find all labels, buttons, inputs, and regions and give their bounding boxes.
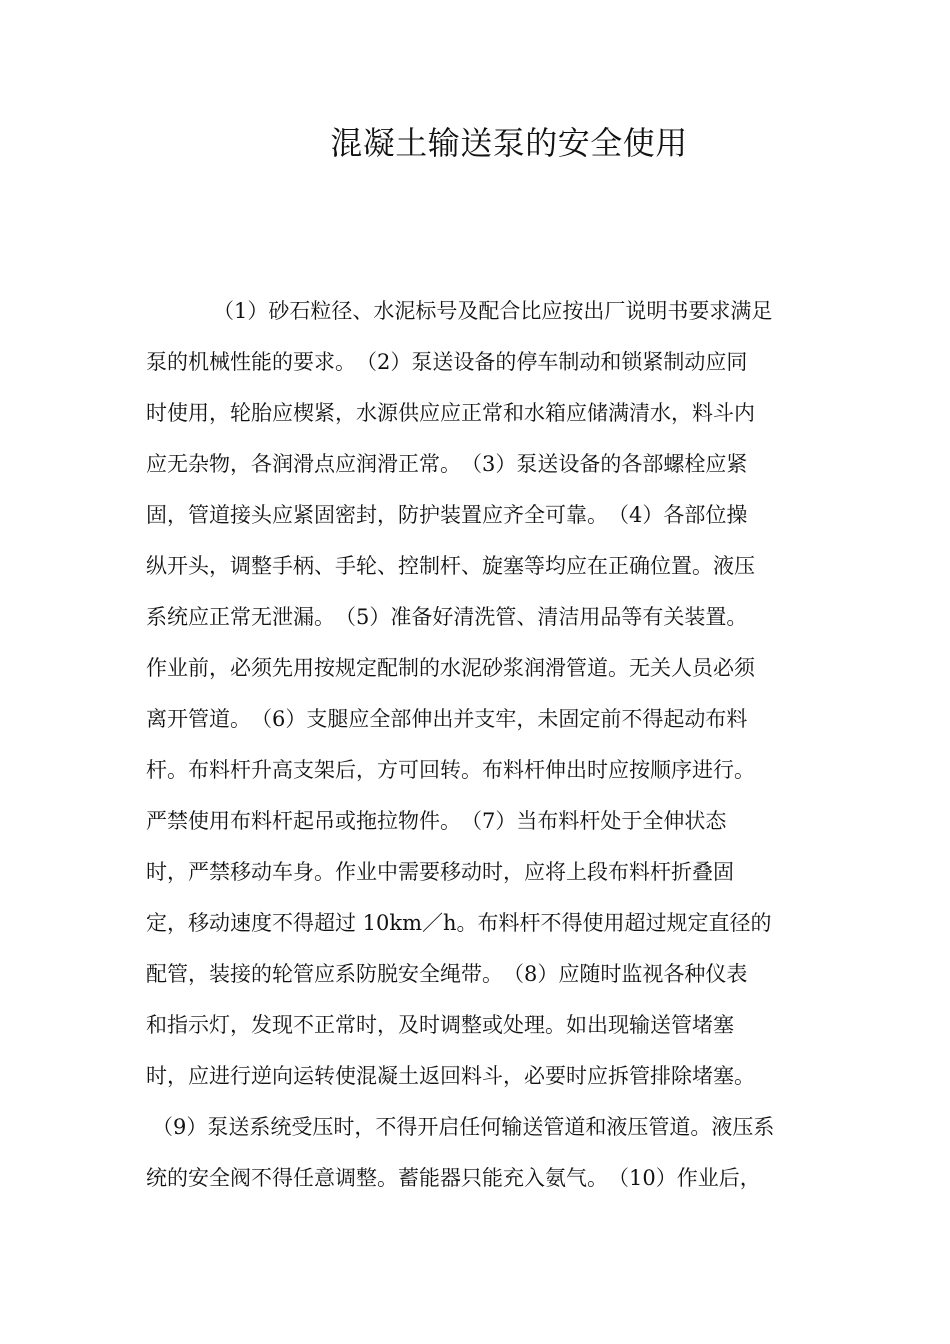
body-line: 和指示灯，发现不正常时，及时调整或处理。如出现输送管堵塞 bbox=[146, 1013, 734, 1037]
body-line: （9）泵送系统受压时，不得开启任何输送管道和液压管道。液压系 bbox=[152, 1115, 775, 1139]
body-line: 固，管道接头应紧固密封，防护装置应齐全可靠。 （4）各部位操 bbox=[146, 503, 748, 527]
body-line: 时，严禁移动车身。作业中需要移动时，应将上段布料杆折叠固 bbox=[146, 860, 734, 884]
body-line: 统的安全阀不得任意调整。蓄能器只能充入氨气。 （10）作业后， bbox=[146, 1166, 761, 1190]
body-line: 时，应进行逆向运转使混凝土返回料斗，必要时应拆管排除堵塞。 bbox=[146, 1064, 755, 1088]
body-line: 作业前，必须先用按规定配制的水泥砂浆润滑管道。无关人员必须 bbox=[146, 656, 755, 680]
body-line: 定，移动速度不得超过 10km／h。布料杆不得使用超过规定直径的 bbox=[146, 911, 772, 935]
body-line: 严禁使用布料杆起吊或拖拉物件。 （7）当布料杆处于全伸状态 bbox=[146, 809, 727, 833]
body-line: 泵的机械性能的要求。 （2）泵送设备的停车制动和锁紧制动应同 bbox=[146, 350, 748, 374]
body-line: 纵开头，调整手柄、手轮、控制杆、旋塞等均应在正确位置。液压 bbox=[146, 554, 755, 578]
document-title: 混凝土输送泵的安全使用 bbox=[330, 124, 688, 162]
body-line: （1）砂石粒径、水泥标号及配合比应按出厂说明书要求满足 bbox=[213, 299, 773, 323]
body-line: 系统应正常无泄漏。 （5）准备好清洗管、清洁用品等有关装置。 bbox=[146, 605, 748, 629]
body-line: 离开管道。 （6）支腿应全部伸出并支牢，未固定前不得起动布料 bbox=[146, 707, 748, 731]
body-line: 配管，装接的轮管应系防脱安全绳带。 （8）应随时监视各种仪表 bbox=[146, 962, 748, 986]
body-line: 应无杂物，各润滑点应润滑正常。 （3）泵送设备的各部螺栓应紧 bbox=[146, 452, 748, 476]
body-line: 杆。布料杆升高支架后，方可回转。布料杆伸出时应按顺序进行。 bbox=[146, 758, 755, 782]
body-line: 时使用，轮胎应楔紧，水源供应应正常和水箱应储满清水，料斗内 bbox=[146, 401, 755, 425]
